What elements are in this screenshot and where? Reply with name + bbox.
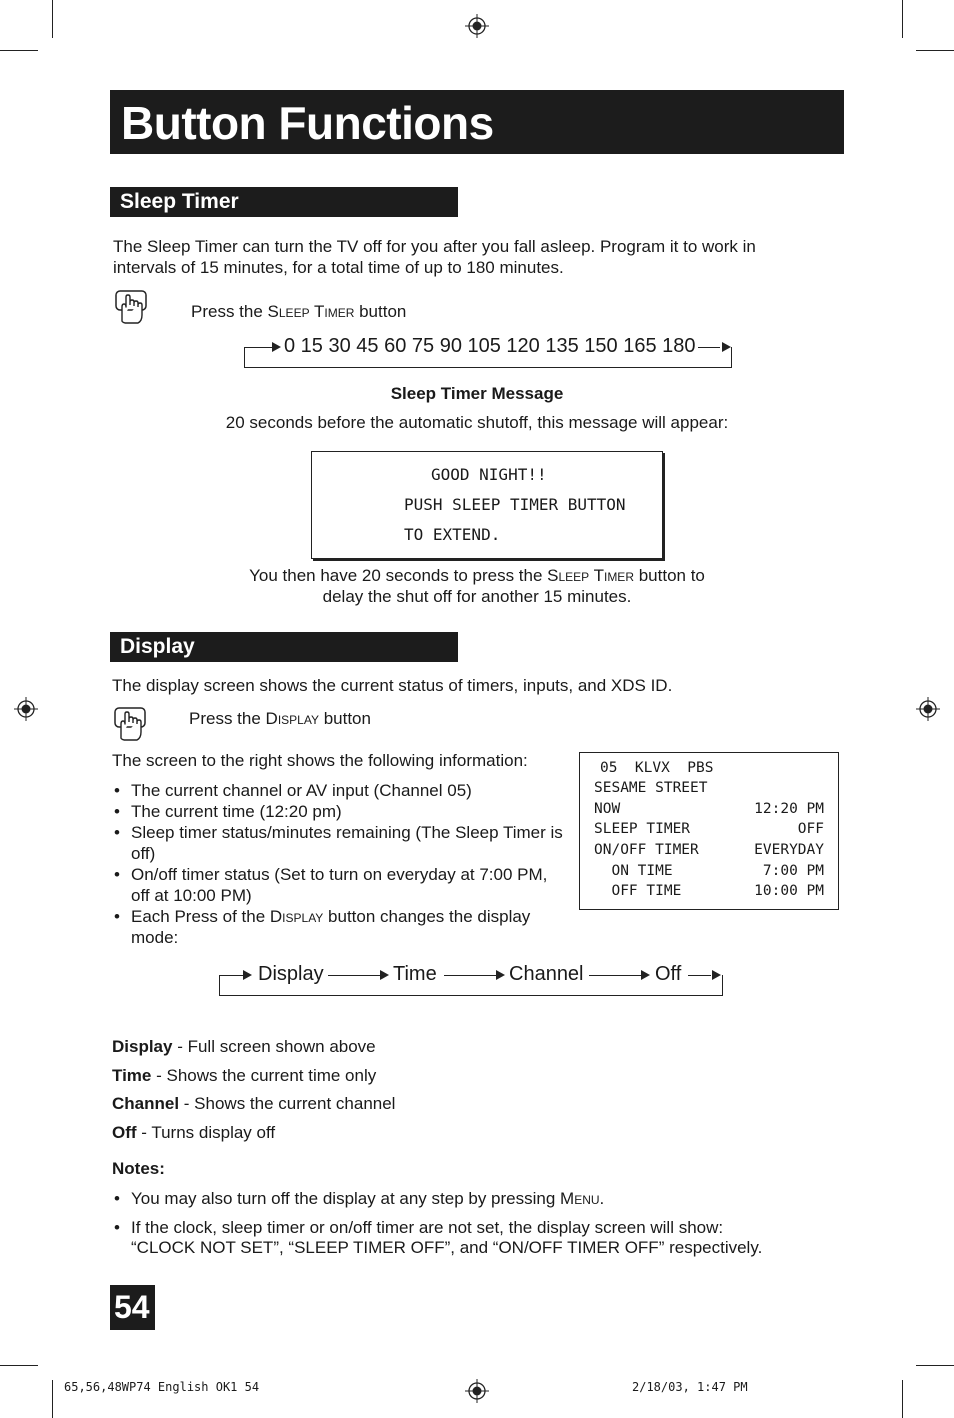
list-item: • Sleep timer status/minutes remaining (The Sleep Timer is off): [112, 822, 567, 864]
list-item: • The current time (12:20 pm): [112, 801, 567, 822]
osd-line: TO EXTEND.: [404, 525, 501, 544]
crop-mark: [0, 1365, 38, 1366]
arrow-right-icon: [712, 970, 721, 980]
sleep-timer-heading-bar: [110, 187, 458, 217]
registration-mark-icon: [916, 697, 940, 721]
osd-line: GOOD NIGHT!!: [431, 465, 547, 484]
sleep-message-screen: [311, 451, 663, 559]
page-number: 54: [114, 1289, 150, 1325]
definition-item: Display - Full screen shown above: [112, 1037, 376, 1056]
arrow-right-icon: [272, 342, 281, 352]
sleep-timer-instruction: Press the Sleep Timer button: [191, 302, 407, 321]
notes-list: [112, 1188, 832, 1258]
page-number-badge: [110, 1285, 155, 1330]
list-item: • You may also turn off the display at any step by pressing Menu.: [112, 1188, 832, 1209]
list-item: • Each Press of the Display button changes the display mode:: [112, 906, 567, 948]
footer-file-info: 65,56,48WP74 English OK1 54: [64, 1380, 260, 1394]
arrow-right-icon: [243, 970, 252, 980]
program-name: SESAME STREET: [594, 780, 708, 796]
crop-mark: [916, 1365, 954, 1366]
hand-press-icon: [113, 289, 149, 325]
display-screen-intro: The screen to the right shows the following information:: [112, 751, 528, 770]
sleep-message-intro: 20 seconds before the automatic shutoff, this message will appear:: [225, 413, 729, 432]
mode-time: Time: [393, 963, 437, 985]
definition-item: Off - Turns display off: [112, 1123, 276, 1142]
sleep-timer-button-name: Sleep Timer: [267, 302, 355, 321]
mode-display: Display: [258, 963, 324, 985]
crop-mark: [52, 0, 53, 38]
sleep-extend-text-2: delay the shut off for another 15 minutes.: [322, 587, 632, 606]
crop-mark: [0, 50, 38, 51]
channel-line: 05 KLVX PBS: [600, 760, 714, 776]
registration-mark-icon: [465, 1379, 489, 1403]
display-intro: The display screen shows the current status of timers, inputs, and XDS ID.: [112, 676, 673, 695]
display-instruction: Press the Display button: [189, 709, 371, 728]
list-item: • The current channel or AV input (Channel 05): [112, 780, 567, 801]
registration-mark-icon: [465, 14, 489, 38]
list-item: • On/off timer status (Set to turn on everyday at 7:00 PM, off at 10:00 PM): [112, 864, 567, 906]
display-screen: [579, 752, 839, 910]
sleep-message-heading: Sleep Timer Message: [390, 384, 564, 403]
list-item: • If the clock, sleep timer or on/off timer are not set, the display screen will show: “CLOCK NOT SET”, “SLEEP TIMER OFF”, and “ON/OFF TIMER OFF” respectively.: [112, 1218, 832, 1258]
display-heading-bar: [110, 632, 458, 662]
hand-press-icon: [112, 706, 148, 742]
arrow-right-icon: [722, 342, 731, 352]
crop-mark: [902, 0, 903, 38]
osd-line: PUSH SLEEP TIMER BUTTON: [404, 495, 626, 514]
mode-channel: Channel: [509, 963, 584, 985]
sleep-timer-intro: The Sleep Timer can turn the TV off for you after you fall asleep. Program it to work in intervals of 15 minutes, for a total time of up to 180 minutes.: [113, 237, 756, 277]
display-row: ON TIME 7:00 PM: [594, 863, 824, 879]
crop-mark: [52, 1380, 53, 1418]
display-row: OFF TIME 10:00 PM: [594, 883, 824, 899]
display-heading: Display: [120, 635, 195, 658]
arrow-right-icon: [641, 970, 650, 980]
footer-timestamp: 2/18/03, 1:47 PM: [632, 1380, 748, 1394]
page-title: Button Functions: [121, 97, 494, 149]
registration-mark-icon: [14, 697, 38, 721]
sleep-sequence: 0 15 30 45 60 75 90 105 120 135 150 165 180: [284, 335, 696, 357]
display-row: SLEEP TIMER OFF: [594, 821, 824, 837]
page-title-bar: [110, 90, 844, 154]
notes-heading: Notes:: [112, 1159, 165, 1178]
crop-mark: [902, 1380, 903, 1418]
mode-off: Off: [655, 963, 682, 985]
definition-item: Time - Shows the current time only: [112, 1066, 377, 1085]
display-row: NOW 12:20 PM: [594, 801, 824, 817]
display-button-name: Display: [265, 709, 319, 728]
display-row: ON/OFF TIMER EVERYDAY: [594, 842, 824, 858]
definition-item: Channel - Shows the current channel: [112, 1094, 396, 1113]
arrow-right-icon: [380, 970, 389, 980]
display-info-list: [112, 780, 567, 948]
arrow-right-icon: [496, 970, 505, 980]
crop-mark: [916, 50, 954, 51]
sleep-extend-text: You then have 20 seconds to press the Sleep Timer button to: [249, 566, 705, 585]
sleep-timer-heading: Sleep Timer: [120, 190, 239, 213]
